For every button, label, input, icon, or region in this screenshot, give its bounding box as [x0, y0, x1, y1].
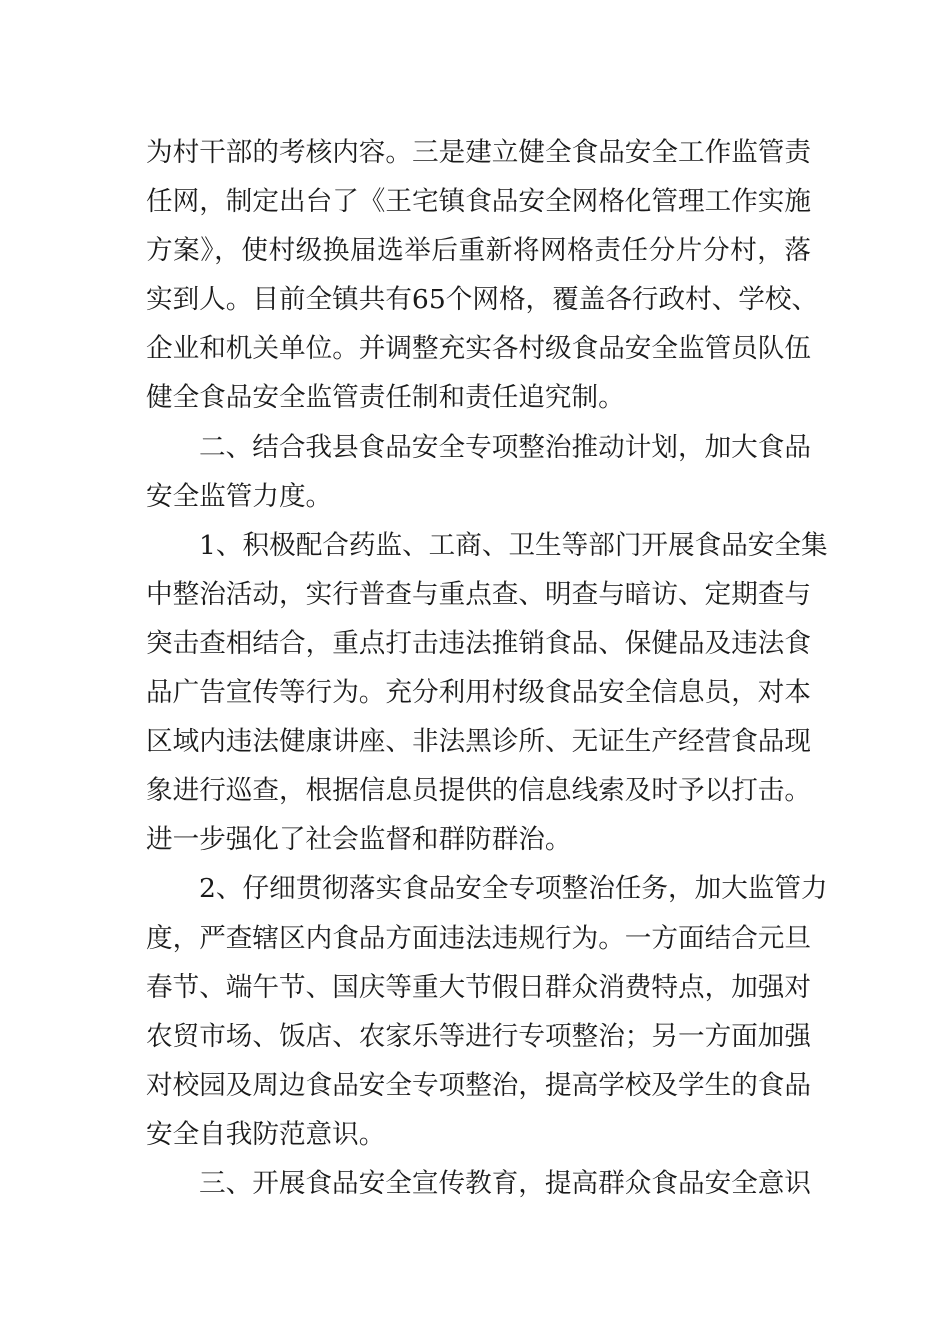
text-line: 中整治活动，实行普查与重点查、明查与暗访、定期查与 — [146, 578, 811, 610]
text-line: 为村干部的考核内容。三是建立健全食品安全工作监管责 — [146, 137, 811, 168]
text-line: 2、仔细贯彻落实食品安全专项整治任务，加大监管力 — [199, 873, 828, 905]
text-line: 方案》，使村级换届选举后重新将网格责任分片分村，落 — [146, 235, 811, 267]
text-line: 度，严查辖区内食品方面违法违规行为。一方面结合元旦 — [146, 922, 811, 954]
text-line: 安全监管力度。 — [146, 480, 333, 512]
text-line: 象进行巡查，根据信息员提供的信息线索及时予以打击。 — [146, 775, 811, 807]
text-line: 二、结合我县食品安全专项整治推动计划，加大食品 — [199, 431, 811, 463]
text-line: 品广告宣传等行为。充分利用村级食品安全信息员，对本 — [146, 677, 811, 709]
text-line: 农贸市场、饭店、农家乐等进行专项整治；另一方面加强 — [146, 1020, 811, 1052]
body-text — [146, 128, 828, 1208]
text-line: 区域内违法健康讲座、非法黑诊所、无证生产经营食品现 — [146, 726, 811, 758]
text-line: 实到人。目前全镇共有65个网格，覆盖各行政村、学校、 — [146, 284, 819, 316]
text-line: 突击查相结合，重点打击违法推销食品、保健品及违法食 — [146, 627, 811, 659]
text-line: 三、开展食品安全宣传教育，提高群众食品安全意识 — [199, 1167, 811, 1199]
text-line: 春节、端午节、国庆等重大节假日群众消费特点，加强对 — [146, 971, 811, 1003]
text-line: 1、积极配合药监、工商、卫生等部门开展食品安全集 — [199, 529, 828, 561]
text-line: 安全自我防范意识。 — [146, 1118, 386, 1150]
text-line: 健全食品安全监管责任制和责任追究制。 — [146, 382, 625, 414]
text-line: 企业和机关单位。并调整充实各村级食品安全监管员队伍 — [146, 333, 811, 365]
text-line: 进一步强化了社会监督和群防群治。 — [146, 824, 572, 856]
text-line: 任网，制定出台了《王宅镇食品安全网格化管理工作实施 — [146, 186, 811, 218]
text-line: 对校园及周边食品安全专项整治，提高学校及学生的食品 — [146, 1069, 811, 1101]
